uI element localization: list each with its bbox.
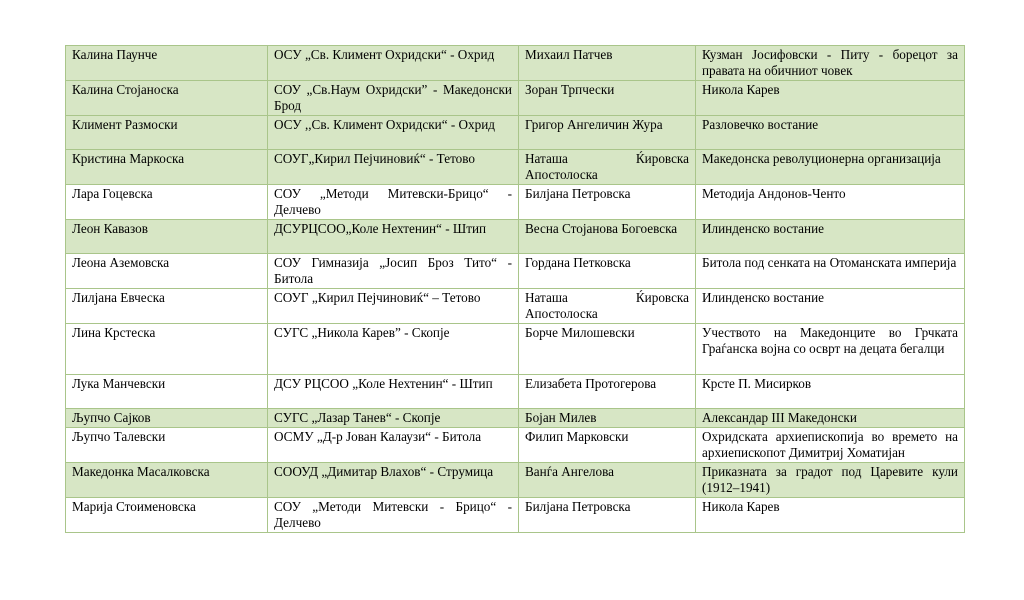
mentor-cell: Григор Ангеличин Жура	[519, 116, 696, 150]
student-name-cell: Кристина Маркоска	[66, 150, 268, 185]
school-cell: СУГС „Никола Карев” - Скопје	[268, 324, 519, 375]
student-name-cell: Македонка Масалковска	[66, 463, 268, 498]
topic-cell: Никола Карев	[696, 81, 965, 116]
student-name-cell: Марија Стоименовска	[66, 498, 268, 533]
student-name-cell: Леона Аземовска	[66, 254, 268, 289]
student-name-cell: Калина Паунче	[66, 46, 268, 81]
mentor-cell: Гордана Петковска	[519, 254, 696, 289]
mentor-cell: Филип Марковски	[519, 428, 696, 463]
participants-table	[65, 45, 965, 533]
mentor-cell: Борче Милошевски	[519, 324, 696, 375]
topic-cell: Крсте П. Мисирков	[696, 375, 965, 409]
topic-cell: Никола Карев	[696, 498, 965, 533]
school-cell: СУГС „Лазар Танев“ - Скопје	[268, 409, 519, 428]
topic-cell: Кузман Јосифовски - Питу - борецот за правата на обичниот човек	[696, 46, 965, 81]
student-name-cell: Лина Крстеска	[66, 324, 268, 375]
school-cell: ДСУ РЦСОО „Коле Нехтенин“ - Штип	[268, 375, 519, 409]
topic-cell: Методија Андонов-Ченто	[696, 185, 965, 220]
school-cell: СОУГ „Кирил Пејчиновиќ“ – Тетово	[268, 289, 519, 324]
mentor-cell: Билјана Петровска	[519, 185, 696, 220]
table-row	[66, 185, 965, 220]
topic-cell: Илинденско востание	[696, 220, 965, 254]
school-cell: СООУД „Димитар Влахов“ - Струмица	[268, 463, 519, 498]
school-cell: СОУГ„Кирил Пејчиновиќ“ - Тетово	[268, 150, 519, 185]
mentor-cell: Михаил Патчев	[519, 46, 696, 81]
student-name-cell: Лука Манчевски	[66, 375, 268, 409]
school-cell: ОСМУ „Д-р Јован Калаузи“ - Битола	[268, 428, 519, 463]
mentor-cell: Бојан Милев	[519, 409, 696, 428]
table-row	[66, 81, 965, 116]
school-cell: ОСУ „Св. Климент Охридски“ - Охрид	[268, 46, 519, 81]
table-row	[66, 428, 965, 463]
student-name-cell: Лара Гоцевска	[66, 185, 268, 220]
table-row	[66, 498, 965, 533]
mentor-cell: Наташа Ќировска Апостолоска	[519, 150, 696, 185]
table-row	[66, 116, 965, 150]
school-cell: СОУ „Методи Митевски - Брицо“ - Делчево	[268, 498, 519, 533]
student-name-cell: Калина Стојаноска	[66, 81, 268, 116]
topic-cell: Битола под сенката на Отоманската империја	[696, 254, 965, 289]
student-name-cell: Леон Кавазов	[66, 220, 268, 254]
student-name-cell: Лилјана Евческа	[66, 289, 268, 324]
table-row	[66, 289, 965, 324]
mentor-cell: Зоран Трпчески	[519, 81, 696, 116]
school-cell: СОУ „Методи Митевски-Брицо“ - Делчево	[268, 185, 519, 220]
school-cell: ДСУРЦСОО„Коле Нехтенин“ - Штип	[268, 220, 519, 254]
mentor-cell: Елизабета Протогерова	[519, 375, 696, 409]
table-row	[66, 409, 965, 428]
student-name-cell: Климент Размоски	[66, 116, 268, 150]
topic-cell: Македонска револуционерна организација	[696, 150, 965, 185]
mentor-cell: Билјана Петровска	[519, 498, 696, 533]
school-cell: СОУ „Св.Наум Охридски” - Македонски Брод	[268, 81, 519, 116]
school-cell: ОСУ ,,Св. Климент Охридски“ - Охрид	[268, 116, 519, 150]
table-row	[66, 46, 965, 81]
topic-cell: Приказната за градот под Царевите кули (1912–1941)	[696, 463, 965, 498]
mentor-cell: Ванѓа Ангелова	[519, 463, 696, 498]
mentor-cell: Весна Стојанова Богоевска	[519, 220, 696, 254]
table-row	[66, 324, 965, 375]
table-row	[66, 463, 965, 498]
topic-cell: Разловечко востание	[696, 116, 965, 150]
student-name-cell: Љупчо Талевски	[66, 428, 268, 463]
topic-cell: Илинденско востание	[696, 289, 965, 324]
table-row	[66, 150, 965, 185]
table-row	[66, 220, 965, 254]
table-row	[66, 254, 965, 289]
school-cell: СОУ Гимназија „Јосип Броз Тито“ - Битола	[268, 254, 519, 289]
topic-cell: Александар III Македонски	[696, 409, 965, 428]
student-name-cell: Љупчо Сајков	[66, 409, 268, 428]
topic-cell: Учеството на Македонците во Грчката Граѓанска војна со осврт на децата бегалци	[696, 324, 965, 375]
mentor-cell: Наташа Ќировска Апостолоска	[519, 289, 696, 324]
table-row	[66, 375, 965, 409]
topic-cell: Охридската архиепископија во времето на архиепископот Димитриј Хоматијан	[696, 428, 965, 463]
